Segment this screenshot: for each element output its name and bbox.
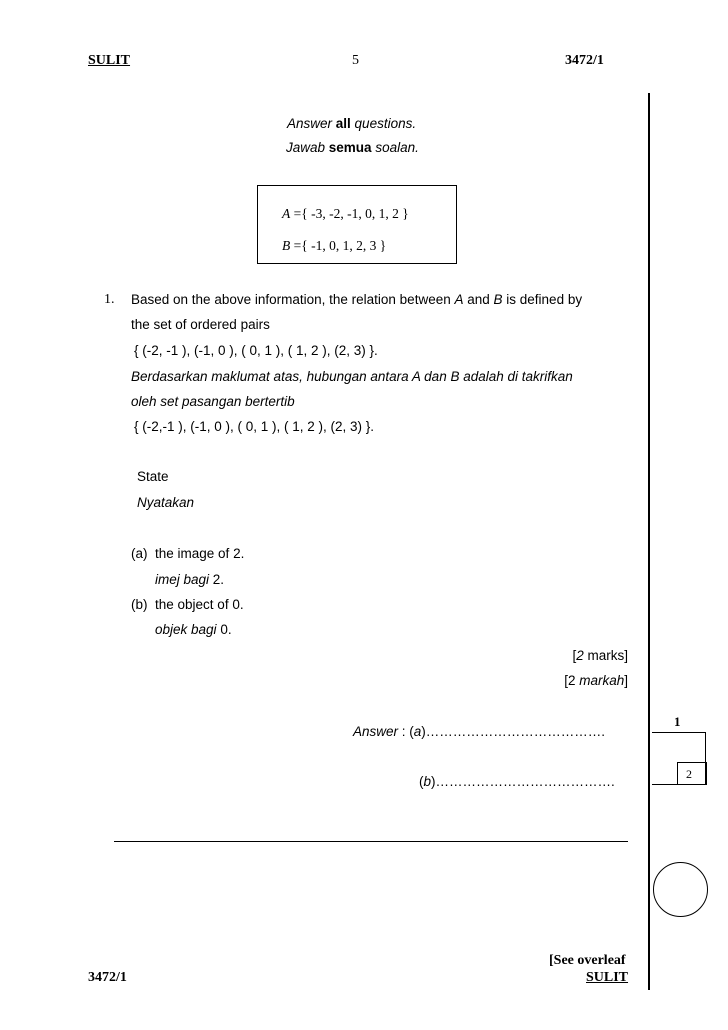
question-en-line2: the set of ordered pairs: [131, 317, 270, 332]
answer-label-rest: : (: [398, 724, 414, 739]
set-b-name: B: [282, 238, 291, 253]
marks-ms: [564, 673, 628, 688]
marks-ms-open: [2: [564, 673, 580, 688]
set-a-name: A: [282, 206, 291, 221]
instruction-english: [287, 116, 416, 131]
set-b-elements: ={ -1, 0, 1, 2, 3 }: [290, 238, 387, 253]
part-b-ms-italic: objek bagi: [155, 622, 217, 637]
see-overleaf: [See overleaf: [549, 953, 626, 968]
set-b: [282, 238, 386, 254]
answer-a-dots: )………………………………….: [421, 724, 606, 739]
question-en-line1: [131, 292, 582, 307]
marks-en: [572, 648, 628, 663]
question-ms-pairs: { (-2,-1 ), (-1, 0 ), ( 0, 1 ), ( 1, 2 ), (2, 3) }.: [134, 419, 375, 434]
set-a-elements: ={ -3, -2, -1, 0, 1, 2 }: [290, 206, 409, 221]
marks-en-num: 2: [576, 648, 584, 663]
margin-line: [648, 93, 650, 990]
question-en-pairs: { (-2, -1 ), (-1, 0 ), ( 0, 1 ), ( 1, 2 ), (2, 3) }.: [134, 343, 378, 358]
part-a-ms-rest: 2.: [209, 572, 225, 587]
examiner-score-circle: [653, 862, 708, 917]
part-a-text: the image of 2.: [155, 546, 245, 561]
q-en-and: and: [463, 292, 494, 307]
answer-b-dots: )………………………………….: [431, 774, 615, 789]
q-en-line1-a: Based on the above information, the relation between: [131, 292, 455, 307]
answer-label: Answer: [353, 724, 399, 739]
header-paper-code: 3472/1: [565, 53, 604, 68]
answer-b-letter: b: [423, 774, 432, 789]
answer-b-open: (: [419, 774, 424, 789]
answer-a-letter: a: [413, 724, 422, 739]
instruction-en-post: questions.: [350, 116, 417, 131]
total-marks: 2: [686, 767, 692, 781]
instruction-ms-post: soalan.: [371, 140, 419, 155]
question-ms-line1: Berdasarkan maklumat atas, hubungan antara A dan B adalah di takrifkan: [131, 369, 573, 384]
question-mark-number: 1: [674, 714, 681, 729]
instruction-ms-pre: Jawab: [286, 140, 329, 155]
question-number: 1.: [104, 292, 115, 307]
q-en-line1-b: is defined by: [502, 292, 583, 307]
header-sulit: SULIT: [88, 53, 131, 68]
answer-line-a: [353, 724, 605, 739]
part-a-en: [131, 546, 244, 561]
q-en-set-a: A: [454, 292, 464, 307]
mark-box-inner: [677, 762, 707, 785]
part-a-ms: [155, 572, 224, 587]
answer-line-b: [419, 774, 615, 789]
question-ms-line2: oleh set pasangan bertertib: [131, 394, 295, 409]
state-en: State: [137, 469, 169, 484]
q-en-set-b: B: [493, 292, 503, 307]
set-a: [282, 206, 409, 222]
footer-sulit: SULIT: [586, 970, 629, 985]
part-b-text: the object of 0.: [155, 597, 244, 612]
question-end-rule: [114, 841, 628, 842]
state-ms: Nyatakan: [137, 495, 195, 510]
part-b-label: (b): [131, 597, 148, 612]
instruction-malay: [286, 140, 419, 155]
marks-en-word: marks]: [583, 648, 628, 663]
part-b-ms: [155, 622, 232, 637]
marks-en-open: [: [572, 648, 577, 663]
marks-ms-close: ]: [624, 673, 628, 688]
part-a-ms-italic: imej bagi: [155, 572, 210, 587]
marks-ms-word: markah: [579, 673, 625, 688]
instruction-en-bold: all: [335, 116, 351, 131]
page-number: 5: [352, 53, 359, 68]
instruction-ms-bold: semua: [328, 140, 372, 155]
part-b-en: [131, 597, 244, 612]
part-a-label: (a): [131, 546, 148, 561]
footer-paper-code: 3472/1: [88, 970, 127, 985]
instruction-en-pre: Answer: [287, 116, 336, 131]
part-b-ms-rest: 0.: [216, 622, 232, 637]
